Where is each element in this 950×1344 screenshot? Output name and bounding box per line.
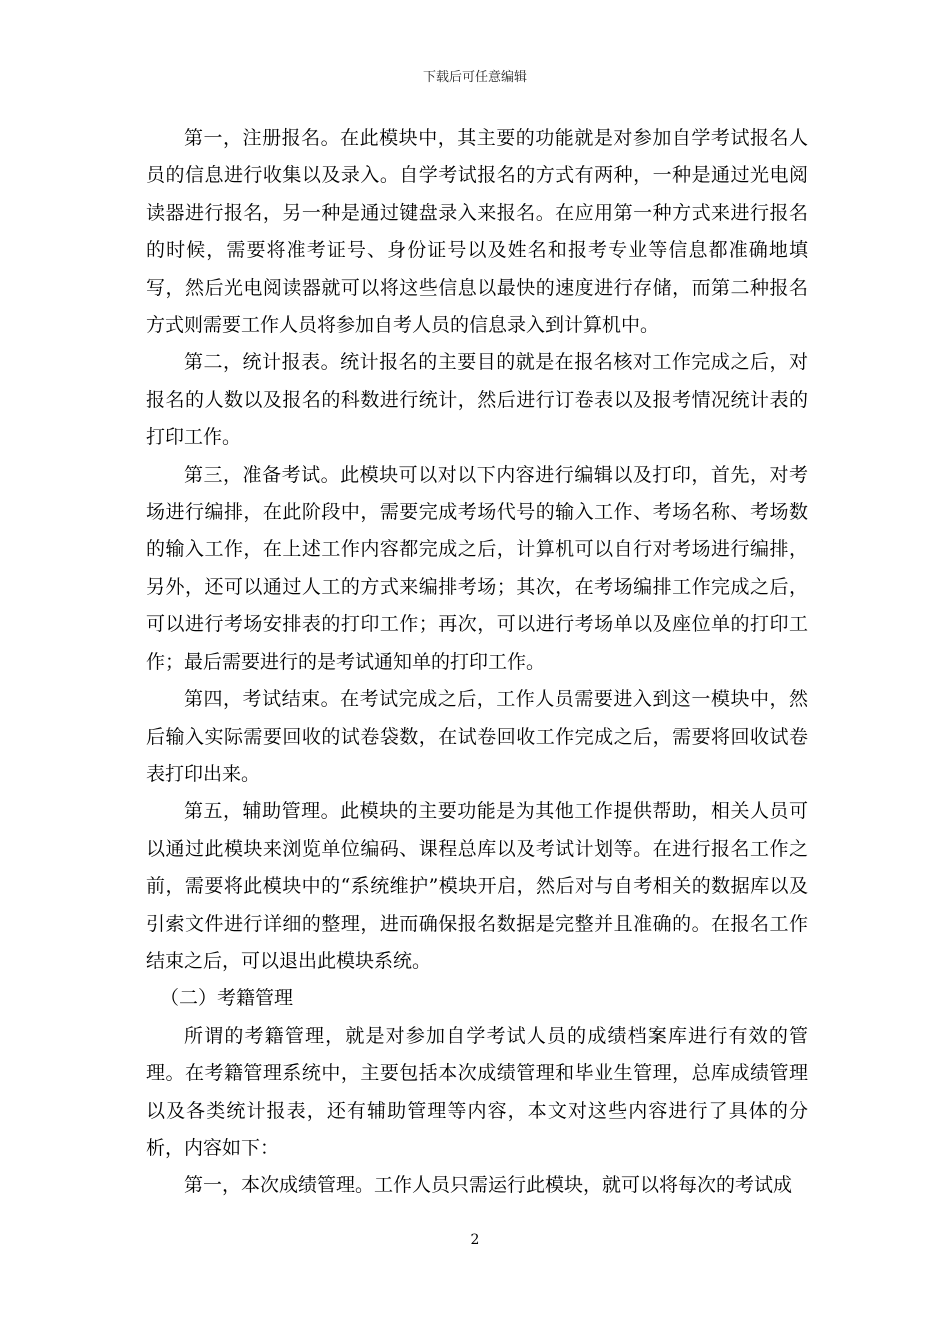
paragraph-statistics: 第二，统计报表。统计报名的主要目的就是在报名核对工作完成之后，对报名的人数以及报名的科数进行统计，然后进行订卷表以及报考情况统计表的打印工作。 [146, 351, 808, 449]
paragraph-exam-prep: 第三，准备考试。此模块可以对以下内容进行编辑以及打印，首先，对考场进行编排，在此阶段中，需要完成考场代号的输入工作、考场名称、考场数的输入工作，在上述工作内容都完成之后，计算机可以自行对考场进行编排，另外，还可以通过人工的方式来编排考场；其次，在考场编排工作完成之后，可以进行考场安排表的打印工作；再次，可以进行考场单以及座位单的打印工作；最后需要进行的是考试通知单的打印工作。 [146, 463, 808, 673]
paragraph-exam-end: 第四，考试结束。在考试完成之后，工作人员需要进入到这一模块中，然后输入实际需要回收的试卷袋数，在试卷回收工作完成之后，需要将回收试卷表打印出来。 [146, 688, 808, 785]
document-body [146, 120, 808, 1205]
paragraph-aux-management: 第五，辅助管理。此模块的主要功能是为其他工作提供帮助，相关人员可以通过此模块来浏览单位编码、课程总库以及考试计划等。在进行报名工作之前，需要将此模块中的“系统维护”模块开启，然后对与自考相关的数据库以及引索文件进行详细的整理，进而确保报名数据是完整并且准确的。在报名工作结束之后，可以退出此模块系统。 [146, 800, 808, 972]
page-header: 下载后可任意编辑 [422, 70, 527, 85]
paragraph-register: 第一，注册报名。在此模块中，其主要的功能就是对参加自学考试报名人员的信息进行收集以及录入。自学考试报名的方式有两种，一种是通过光电阅读器进行报名，另一种是通过键盘录入来报名。在应用第一种方式来进行报名的时候，需要将准考证号、身份证号以及姓名和报考专业等信息都准确地填写，然后光电阅读器就可以将这些信息以最快的速度进行存储，而第二种报名方式则需要工作人员将参加自考人员的信息录入到计算机中。 [146, 127, 808, 337]
page-number: 2 [470, 1232, 480, 1248]
section-heading: （二）考籍管理 [160, 987, 294, 1010]
paragraph-score-management: 第一，本次成绩管理。工作人员只需运行此模块，就可以将每次的考试成 [184, 1174, 793, 1197]
paragraph-record-management: 所谓的考籍管理，就是对参加自学考试人员的成绩档案库进行有效的管理。在考籍管理系统中，主要包括本次成绩管理和毕业生管理，总库成绩管理以及各类统计报表，还有辅助管理等内容，本文对这些内容进行了具体的分析，内容如下： [146, 1024, 808, 1159]
